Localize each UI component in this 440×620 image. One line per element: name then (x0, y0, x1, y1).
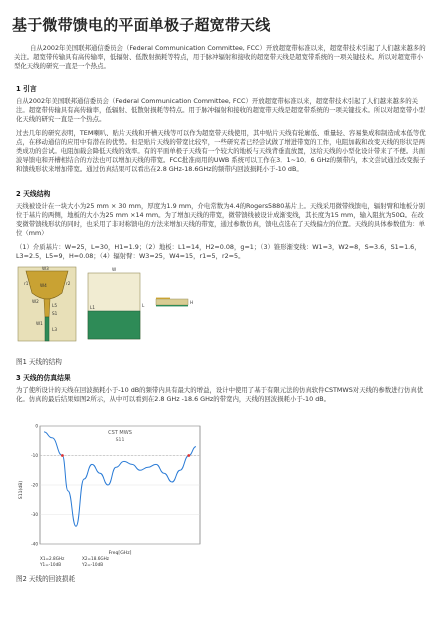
marker2-y-label: Y2=-10dB (82, 562, 104, 567)
plot-title: CST MWS (108, 430, 132, 436)
label-l5: L5 (52, 303, 57, 308)
side-view-conductor (156, 298, 170, 299)
figure2-caption: 图2 天线的回波损耗 (16, 575, 76, 583)
label-r1: r1 (24, 281, 29, 286)
section-heading-structure: 2 天线结构 (16, 190, 51, 198)
ground-plane (88, 311, 140, 339)
label-w2: W2 (32, 299, 39, 304)
section1-paragraph-2: 过去几年的研究表明，TEM喇叭、贴片天线和开槽天线等可以作为超宽带天线使用，其中贴片天线有轮廓低、重量轻、容易集成和制造成本低等优点，在移动通信的应用中有潜在的优势。但是贴片天线的带宽比较窄，一些研究者已经尝试做了增进带宽的工作，电阻加载和改变天线的形状是两类成功的尝试。电阻加载会降低天线的效率。有的平面单极子天线有一个较大的地板与天线背垂直放置，这给天线的小型化设计带来了不便。共面波导馈电和开槽相结合的方法也可以增加天线的带宽。FCC批准商用的UWB 系统可以工作在3．1~10．6 GHz的频带内，本文尝试通过改变振子和馈线形状来增加带宽。通过仿真结果可以看出在2.8 GHz-18.6GHz的频带内回波损耗小于-10 dB。 (16, 129, 426, 174)
y-tick-label: -10 (31, 453, 38, 458)
y-tick-label: -40 (31, 541, 38, 547)
marker1-y-label: Y1=-10dB (40, 562, 62, 567)
section2-paragraph: 天线被设计在一块大小为25 mm × 30 mm，厚度为1.9 mm，介电常数为4.4的Rogers5880基片上。天线采用微带线馈电，辐射臂和地板分别位于基片的两侧，地板的大小为25 mm ×14 mm。为了增加天线的带宽，微带馈线被设计成渐变线，其长度为15 mm，输入阻抗为50Ω。在改变微带馈线形状的同时，也采用了非对称馈电的方法来增加天线的带宽，通过参数仿真，馈电点选在了天线偏左的位置。天线的具体参数值为：单位（mm） (16, 202, 425, 238)
plot-subtitle: S11 (115, 438, 125, 443)
y-tick-label: -30 (31, 512, 38, 517)
marker-1 (61, 454, 64, 457)
marker-2 (187, 454, 190, 457)
label-l1: L1 (90, 305, 95, 310)
y-tick-label: -20 (31, 482, 38, 488)
label-w3: W3 (42, 266, 49, 271)
label-r2: r2 (66, 281, 71, 286)
label-w: W (112, 267, 117, 272)
microstrip-feed (45, 317, 49, 341)
label-l3: L3 (52, 327, 57, 332)
side-view-ground (156, 305, 188, 306)
y-axis-label: S11(dB) (19, 480, 24, 500)
y-tick-labels (31, 424, 38, 547)
marker2-x-label: X2=18.6GHz (82, 556, 109, 561)
label-s1: S1 (52, 311, 58, 316)
marker1-x-label: X1=2.8GHz (40, 556, 65, 561)
label-w1: W1 (36, 321, 43, 326)
substrate-side-view (156, 299, 188, 305)
section-heading-introduction: 1 引言 (16, 85, 37, 93)
section-heading-simulation: 3 天线的仿真结果 (16, 374, 71, 382)
section3-paragraph: 为了使所设计的天线在回波损耗小于-10 dB的频带内具有最大的增益，设计中使用了基于有限元法的仿真软件CSTMWS对天线的参数进行仿真优化。仿真的最后结果如图2所示，从中可以看到在2.8 GHz -18.6 GHz的带宽内，天线的回波损耗小于-10 dB。 (16, 386, 424, 404)
x-axis-label: Freq[GHz] (108, 551, 132, 556)
page-title: 基于微带馈电的平面单极子超宽带天线 (12, 16, 271, 34)
label-h: H (190, 300, 194, 305)
section1-paragraph-1: 自从2002年美国联邦通信委员会（Federal Communication Committee, FCC）开放超宽带标准以来，超宽带技术引起了人们越来越多的关注。超宽带传输具有高传输率，低辐射、低散射损耗等特点。用于脉冲辐射和接收的超宽带天线是超宽带系统的一项关键技术。所以对超宽带小型化天线的研究一直是一个热点。 (16, 97, 425, 124)
label-w4: W4 (40, 283, 47, 288)
s11-chart (16, 420, 206, 570)
intro-paragraph: 自从2002年美国联邦通信委员会（Federal Communication Committee, FCC）开放超宽带标准以来，超宽带技术引起了人们越来越多的关注。超宽带传输具有高传输率，低辐射、低散射损耗等特点，用于脉冲辐射和接收的超宽带天线是超宽带系统的一项关键技术。所以对超宽带小型化天线的研究一直是一个热点。 (14, 44, 426, 71)
antenna-structure-figure (16, 265, 196, 345)
tapered-feedline (44, 299, 50, 317)
figure1-caption: 图1 天线的结构 (16, 358, 62, 366)
label-l: L (142, 303, 145, 308)
y-tick-label: 0 (35, 423, 38, 429)
parameter-list: （1）介质基片：W=25，L=30，H1=1.9；（2）地板：L1=14，H2=0.08，g=1；（3）锥形渐变线：W1=3，W2=8，S=3.6，S1=1.6，L3=2.5，L5=9，H=0.08；（4）辐射臂：W3=25，W4=15，r1=5，r2=5。 (16, 243, 421, 261)
